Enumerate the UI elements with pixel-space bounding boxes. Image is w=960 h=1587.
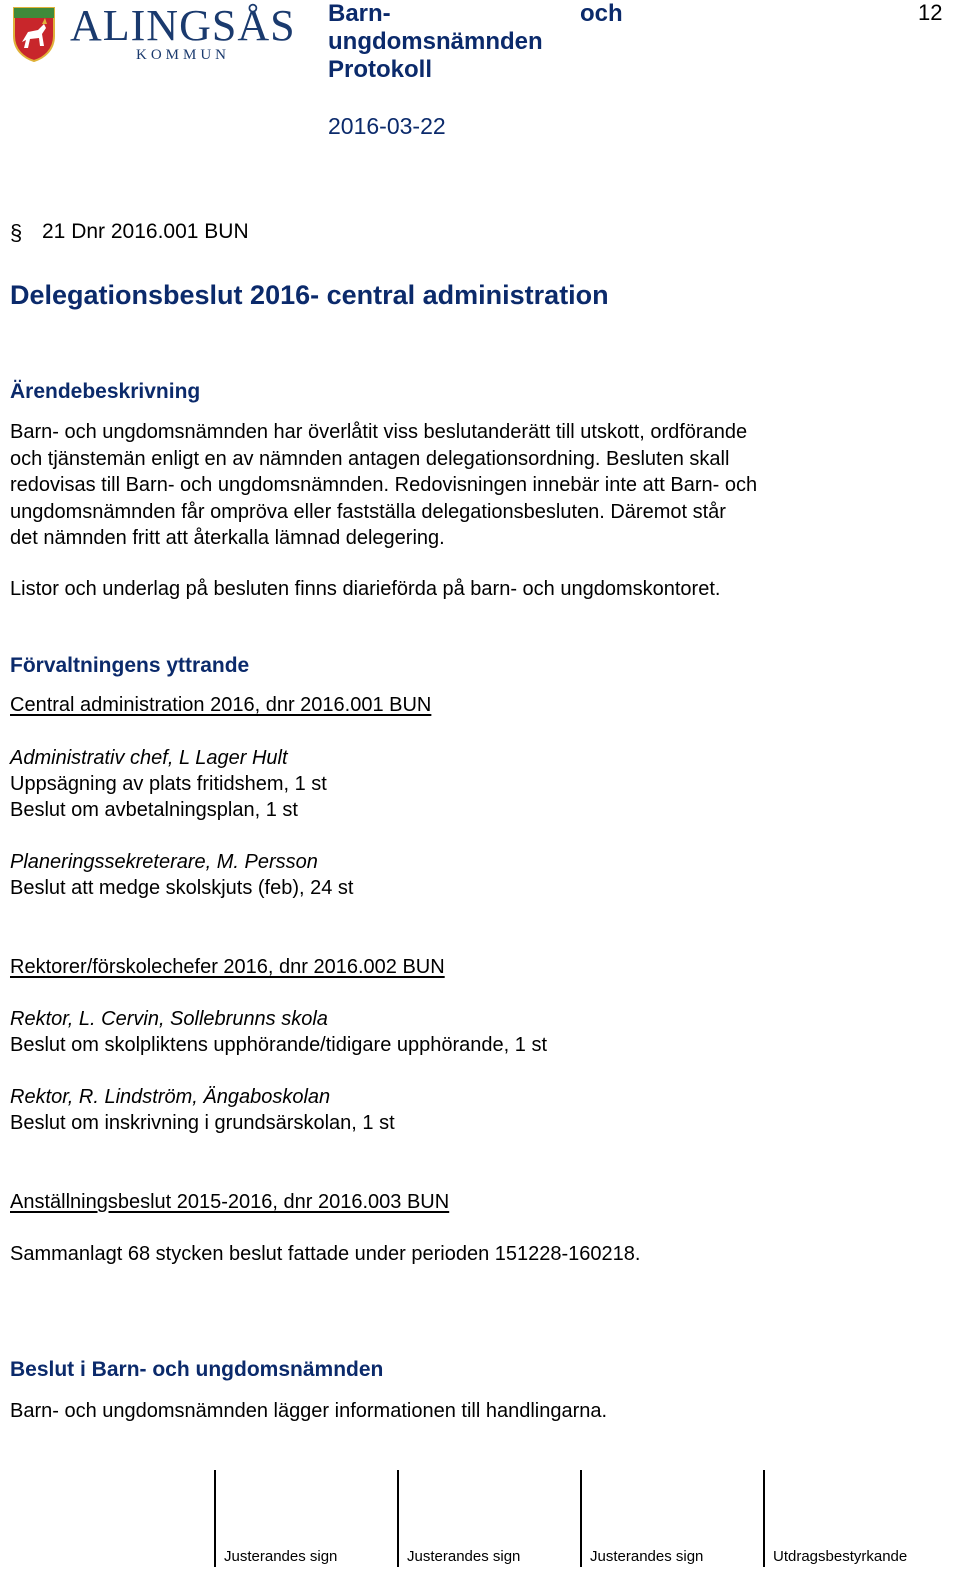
rektorer-title: Rektorer/förskolechefer 2016, dnr 2016.002 BUN xyxy=(10,956,445,978)
logo-subtitle: KOMMUN xyxy=(136,47,231,63)
listor-text: Listor och underlag på besluten finns diarieförda på barn- och ungdomskontoret. xyxy=(10,578,721,600)
text-line: och tjänstemän enligt en av nämnden antagen delegationsordning. Besluten skall xyxy=(10,447,730,470)
signature-label: Justerandes sign xyxy=(224,1548,338,1565)
anstallning-summary: Sammanlagt 68 stycken beslut fattade under perioden 151228-160218. xyxy=(10,1243,641,1265)
central-g2-item: Beslut att medge skolskjuts (feb), 24 st xyxy=(10,877,354,899)
signature-label: Utdragsbestyrkande xyxy=(773,1548,908,1565)
page-number: 12 xyxy=(918,0,943,25)
text-line: redovisas till Barn- och ungdomsnämnden. Redovisningen innebär inte att Barn- och xyxy=(10,474,758,496)
text-line: Barn- och ungdomsnämnden har överlåtit viss beslutanderätt till utskott, ordförande xyxy=(10,421,748,443)
header-date: 2016-03-22 xyxy=(328,113,446,139)
signature-box-divider xyxy=(763,1470,765,1567)
rektorer-g2-person: Rektor, R. Lindström, Ängaboskolan xyxy=(10,1086,331,1108)
rektorer-g2-item: Beslut om inskrivning i grundsärskolan, 1 st xyxy=(10,1112,395,1134)
central-g1-item: Uppsägning av plats fritidshem, 1 st xyxy=(10,773,327,795)
paragraph-sign-icon: § xyxy=(10,220,23,245)
beslut-text: Barn- och ungdomsnämnden lägger informationen till handlingarna. xyxy=(10,1400,608,1422)
signature-box-divider xyxy=(214,1470,216,1567)
heading-beslut: Beslut i Barn- och ungdomsnämnden xyxy=(10,1358,384,1381)
heading-arendebeskrivning: Ärendebeskrivning xyxy=(10,380,201,403)
text-line: det nämnden fritt att återkalla lämnad delegering. xyxy=(10,527,445,549)
alingsas-logo xyxy=(8,0,296,68)
signature-label: Justerandes sign xyxy=(407,1548,521,1565)
signature-box-divider xyxy=(580,1470,582,1567)
header-title-protokoll: Protokoll xyxy=(328,56,433,83)
rektorer-g1-item: Beslut om skolpliktens upphörande/tidigare upphörande, 1 st xyxy=(10,1034,548,1056)
heading-forvaltningens-yttrande: Förvaltningens yttrande xyxy=(10,654,250,677)
header-title-ungdomsnamnden: ungdomsnämnden xyxy=(328,28,543,55)
signature-label: Justerandes sign xyxy=(590,1548,704,1565)
coat-of-arms-icon xyxy=(12,6,56,62)
central-g2-person: Planeringssekreterare, M. Persson xyxy=(10,851,318,873)
anstallning-title: Anställningsbeslut 2015-2016, dnr 2016.003 BUN xyxy=(10,1191,450,1213)
central-g1-item: Beslut om avbetalningsplan, 1 st xyxy=(10,799,298,821)
rektorer-g1-person: Rektor, L. Cervin, Sollebrunns skola xyxy=(10,1008,328,1030)
section-title: Delegationsbeslut 2016- central administration xyxy=(10,280,609,310)
arendebeskrivning-text xyxy=(10,419,757,552)
signature-box-divider xyxy=(397,1470,399,1567)
central-g1-person: Administrativ chef, L Lager Hult xyxy=(10,747,288,769)
text-line: ungdomsnämnden får ompröva eller fastställa delegationsbesluten. Däremot står xyxy=(10,500,726,523)
header-title-barn: Barn- xyxy=(328,0,391,27)
paragraph-reference: 21 Dnr 2016.001 BUN xyxy=(42,220,249,243)
header-title-och: och xyxy=(580,0,623,27)
logo-wordmark: ALINGSÅS xyxy=(70,1,296,50)
central-administration-title: Central administration 2016, dnr 2016.001 BUN xyxy=(10,694,432,716)
